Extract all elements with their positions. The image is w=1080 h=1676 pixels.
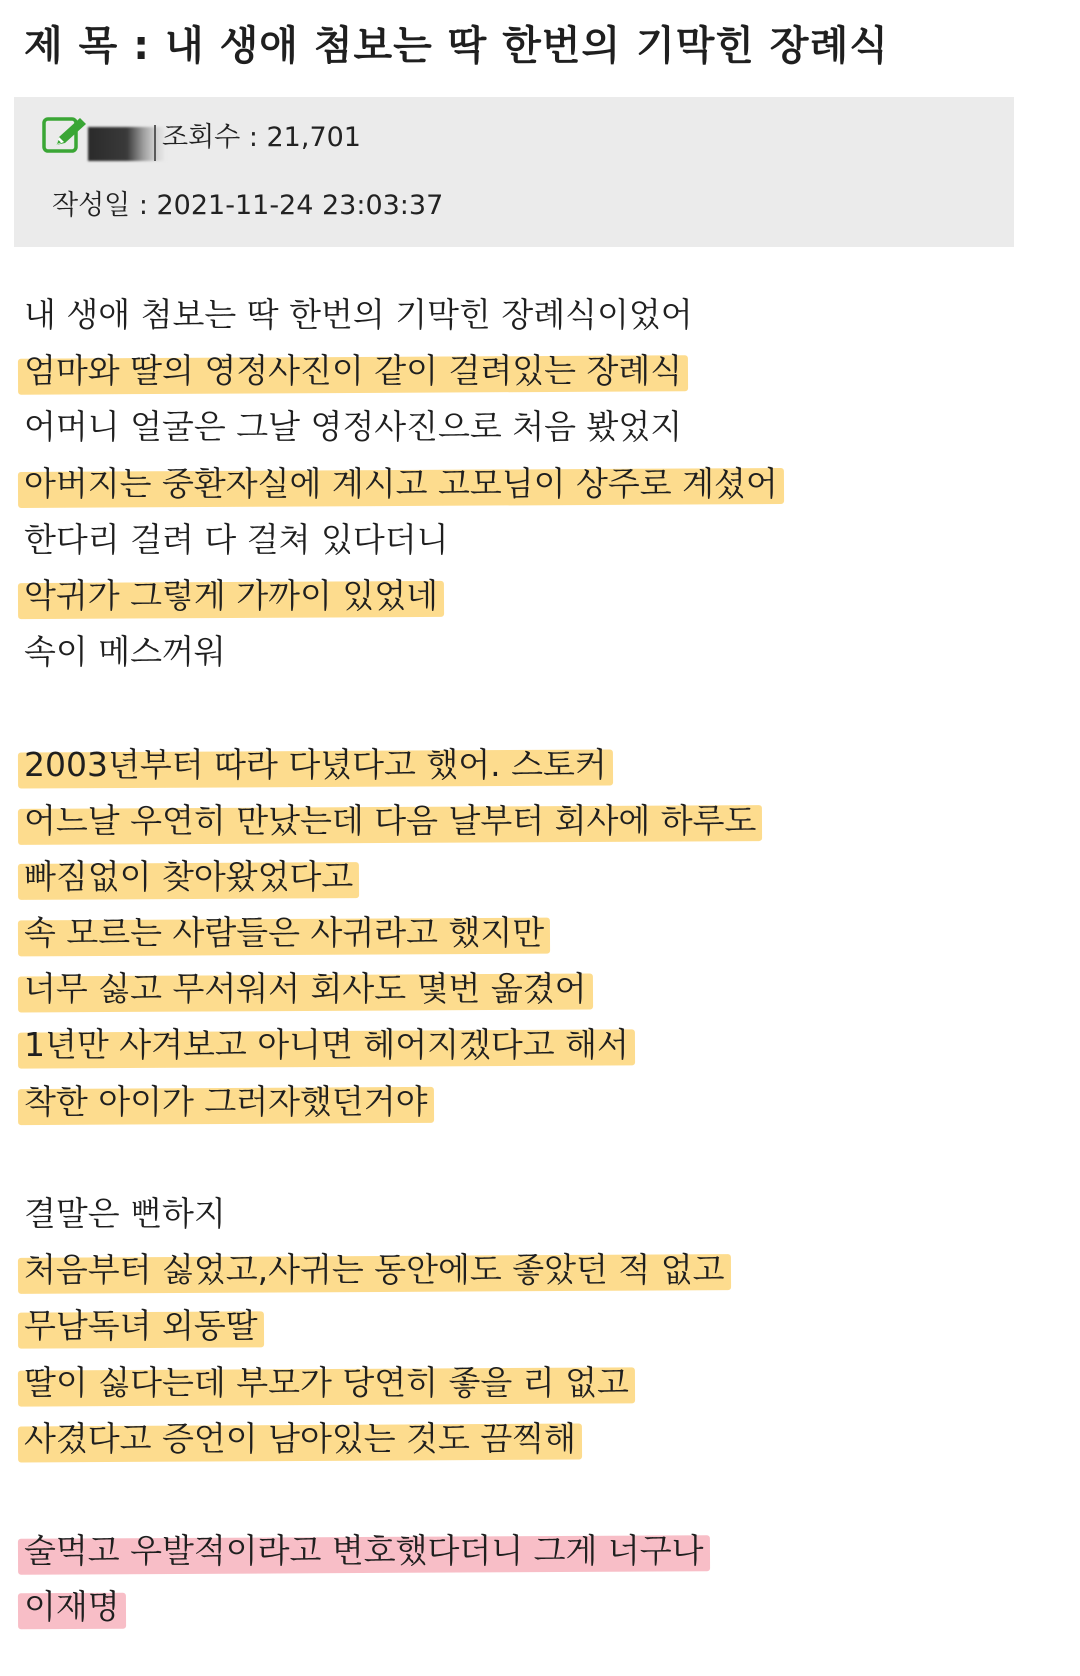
body-line — [24, 512, 1064, 568]
body-line — [24, 737, 1064, 793]
blank-line — [24, 680, 1064, 736]
body-line-text: 빠짐없이 찾아왔었다고 — [24, 849, 353, 905]
body-line — [24, 1523, 1064, 1579]
body-line-text: 처음부터 싫었고,사귀는 동안에도 좋았던 적 없고 — [24, 1242, 725, 1298]
body-line-text: 딸이 싫다는데 부모가 당연히 좋을 리 없고 — [24, 1355, 629, 1411]
post-body — [24, 287, 1064, 1636]
post-date: 작성일 : 2021-11-24 23:03:37 — [52, 190, 444, 221]
body-line-text: 속이 메스꺼워 — [24, 632, 226, 672]
view-count: 조회수 : 21,701 — [162, 122, 361, 153]
body-line — [24, 1186, 1064, 1242]
body-line — [24, 1242, 1064, 1298]
body-line — [24, 793, 1064, 849]
body-line — [24, 624, 1064, 680]
author-name-blur-edge — [154, 125, 156, 161]
body-line-text: 2003년부터 따라 다녔다고 했어. 스토커 — [24, 737, 607, 793]
body-line — [24, 961, 1064, 1017]
body-line — [24, 849, 1064, 905]
body-line — [24, 905, 1064, 961]
body-line — [24, 343, 1064, 399]
body-line — [24, 1411, 1064, 1467]
edit-pencil-icon — [42, 115, 90, 155]
body-line-text: 엄마와 딸의 영정사진이 같이 걸려있는 장례식 — [24, 343, 682, 399]
body-line-text: 1년만 사겨보고 아니면 헤어지겠다고 해서 — [24, 1017, 629, 1073]
blank-line — [24, 1130, 1064, 1186]
body-line — [24, 1355, 1064, 1411]
body-line-text: 결말은 뻔하지 — [24, 1194, 226, 1233]
body-line — [24, 1017, 1064, 1073]
body-line — [24, 568, 1064, 624]
body-line-text: 어머니 얼굴은 그날 영정사진으로 처음 봤었지 — [24, 407, 683, 447]
body-line-text: 한다리 걸려 다 걸쳐 있다더니 — [24, 519, 449, 559]
body-line — [24, 1298, 1064, 1354]
body-line — [24, 456, 1064, 512]
blank-line — [24, 1467, 1064, 1523]
body-line-text: 아버지는 중환자실에 계시고 고모님이 상주로 계셨어 — [24, 456, 778, 512]
body-line — [24, 1579, 1064, 1635]
body-line-text: 이재명 — [24, 1579, 120, 1635]
body-line-text: 사겼다고 증언이 남아있는 것도 끔찍해 — [24, 1411, 576, 1467]
body-line-text: 어느날 우연히 만났는데 다음 날부터 회사에 하루도 — [24, 793, 756, 849]
body-line-text: 무남독녀 외동딸 — [24, 1298, 258, 1354]
body-line-text: 술먹고 우발적이라고 변호했다더니 그게 너구나 — [24, 1523, 704, 1579]
post-title: 제 목 : 내 생애 첨보는 딱 한번의 기막힌 장례식 — [24, 23, 889, 69]
body-line-text: 속 모르는 사람들은 사귀라고 했지만 — [24, 905, 544, 961]
body-line-text: 너무 싫고 무서워서 회사도 몇번 옮겼어 — [24, 961, 587, 1017]
body-line-text: 착한 아이가 그러자했던거야 — [24, 1074, 428, 1130]
body-line — [24, 287, 1064, 343]
body-line — [24, 1074, 1064, 1130]
body-line-text: 내 생애 첨보는 딱 한번의 기막힌 장례식이었어 — [24, 295, 693, 334]
body-line — [24, 399, 1064, 455]
post-meta-box — [14, 97, 1014, 247]
body-line-text: 악귀가 그렇게 가까이 있었네 — [24, 568, 438, 624]
